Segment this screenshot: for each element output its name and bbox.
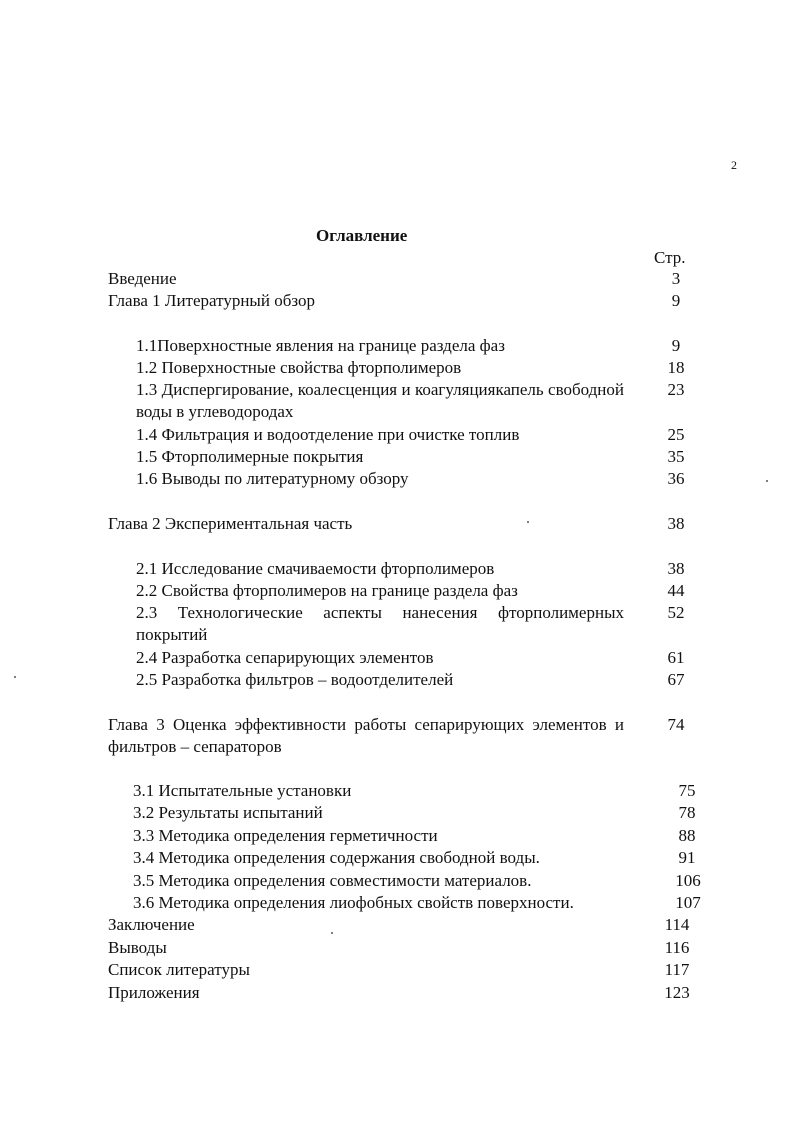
toc-entry-page: 91 xyxy=(678,848,696,867)
page-column-header: Стр. xyxy=(654,248,686,267)
toc-entry-text: 1.5 Фторполимерные покрытия xyxy=(136,447,364,466)
scan-speck xyxy=(14,676,16,678)
toc-entry-page: 88 xyxy=(678,826,696,845)
toc-entry-page: 3 xyxy=(671,269,681,288)
toc-entry-text: 1.3 Диспергирование, коалесценция и коагуляциякапель свободной воды в углеводородах xyxy=(136,380,624,421)
toc-entry-page: 78 xyxy=(678,803,696,822)
toc-entry-text: 3.6 Методика определения лиофобных свойств поверхности. xyxy=(133,893,574,912)
toc-entry-text: Список литературы xyxy=(108,960,250,979)
toc-entry-text: 1.1Поверхностные явления на границе раздела фаз xyxy=(136,336,505,355)
toc-entry-text: Глава 2 Экспериментальная часть xyxy=(108,514,353,533)
toc-entry-text: 3.1 Испытательные установки xyxy=(133,781,352,800)
toc-title: Оглавление xyxy=(316,226,408,245)
toc-entry-text: 2.5 Разработка фильтров – водоотделителей xyxy=(136,670,454,689)
scan-speck xyxy=(766,480,768,482)
toc-entry-page: 107 xyxy=(675,893,701,912)
toc-entry-text: 1.2 Поверхностные свойства фторполимеров xyxy=(136,358,462,377)
toc-entry-text: 2.2 Свойства фторполимеров на границе раздела фаз xyxy=(136,581,518,600)
scan-speck xyxy=(527,521,529,523)
toc-entry-text: 2.3 Технологические аспекты нанесения фторполимерных покрытий xyxy=(136,603,624,644)
toc-entry-text: Приложения xyxy=(108,983,200,1002)
toc-entry-page: 35 xyxy=(667,447,685,466)
toc-entry-text: Заключение xyxy=(108,915,195,934)
toc-entry-text: 2.4 Разработка сепарирующих элементов xyxy=(136,648,434,667)
toc-entry-page: 117 xyxy=(664,960,690,979)
toc-entry-page: 61 xyxy=(667,648,685,667)
toc-entry-text: 1.6 Выводы по литературному обзору xyxy=(136,469,409,488)
toc-entry-text: Введение xyxy=(108,269,177,288)
toc-entry-page: 123 xyxy=(664,983,690,1002)
toc-entry-page: 9 xyxy=(671,291,681,310)
toc-entry-page: 18 xyxy=(667,358,685,377)
toc-entry-text: 3.3 Методика определения герметичности xyxy=(133,826,438,845)
toc-entry-page: 38 xyxy=(667,559,685,578)
scan-speck xyxy=(331,932,333,934)
toc-entry-text: Выводы xyxy=(108,938,167,957)
toc-entry-text: 1.4 Фильтрация и водоотделение при очистке топлив xyxy=(136,425,520,444)
toc-entry-page: 23 xyxy=(667,380,685,399)
toc-entry-text: 3.4 Методика определения содержания свободной воды. xyxy=(133,848,540,867)
toc-entry-page: 36 xyxy=(667,469,685,488)
toc-entry-page: 116 xyxy=(664,938,690,957)
page-number: 2 xyxy=(731,158,737,172)
toc-entry-text: Глава 1 Литературный обзор xyxy=(108,291,315,310)
toc-entry-page: 52 xyxy=(667,603,685,622)
toc-entry-page: 106 xyxy=(675,871,701,890)
toc-entry-page: 38 xyxy=(667,514,685,533)
toc-entry-text: 2.1 Исследование смачиваемости фторполимеров xyxy=(136,559,495,578)
toc-entry-page: 74 xyxy=(667,715,685,734)
toc-entry-text: 3.5 Методика определения совместимости материалов. xyxy=(133,871,532,890)
toc-entry-page: 25 xyxy=(667,425,685,444)
toc-entry-text: 3.2 Результаты испытаний xyxy=(133,803,323,822)
toc-entry-page: 114 xyxy=(664,915,690,934)
toc-entry-text: Глава 3 Оценка эффективности работы сепарирующих элементов и фильтров – сепараторов xyxy=(108,715,624,756)
toc-entry-page: 67 xyxy=(667,670,685,689)
toc-entry-page: 44 xyxy=(667,581,685,600)
toc-entry-page: 9 xyxy=(671,336,681,355)
toc-entry-page: 75 xyxy=(678,781,696,800)
